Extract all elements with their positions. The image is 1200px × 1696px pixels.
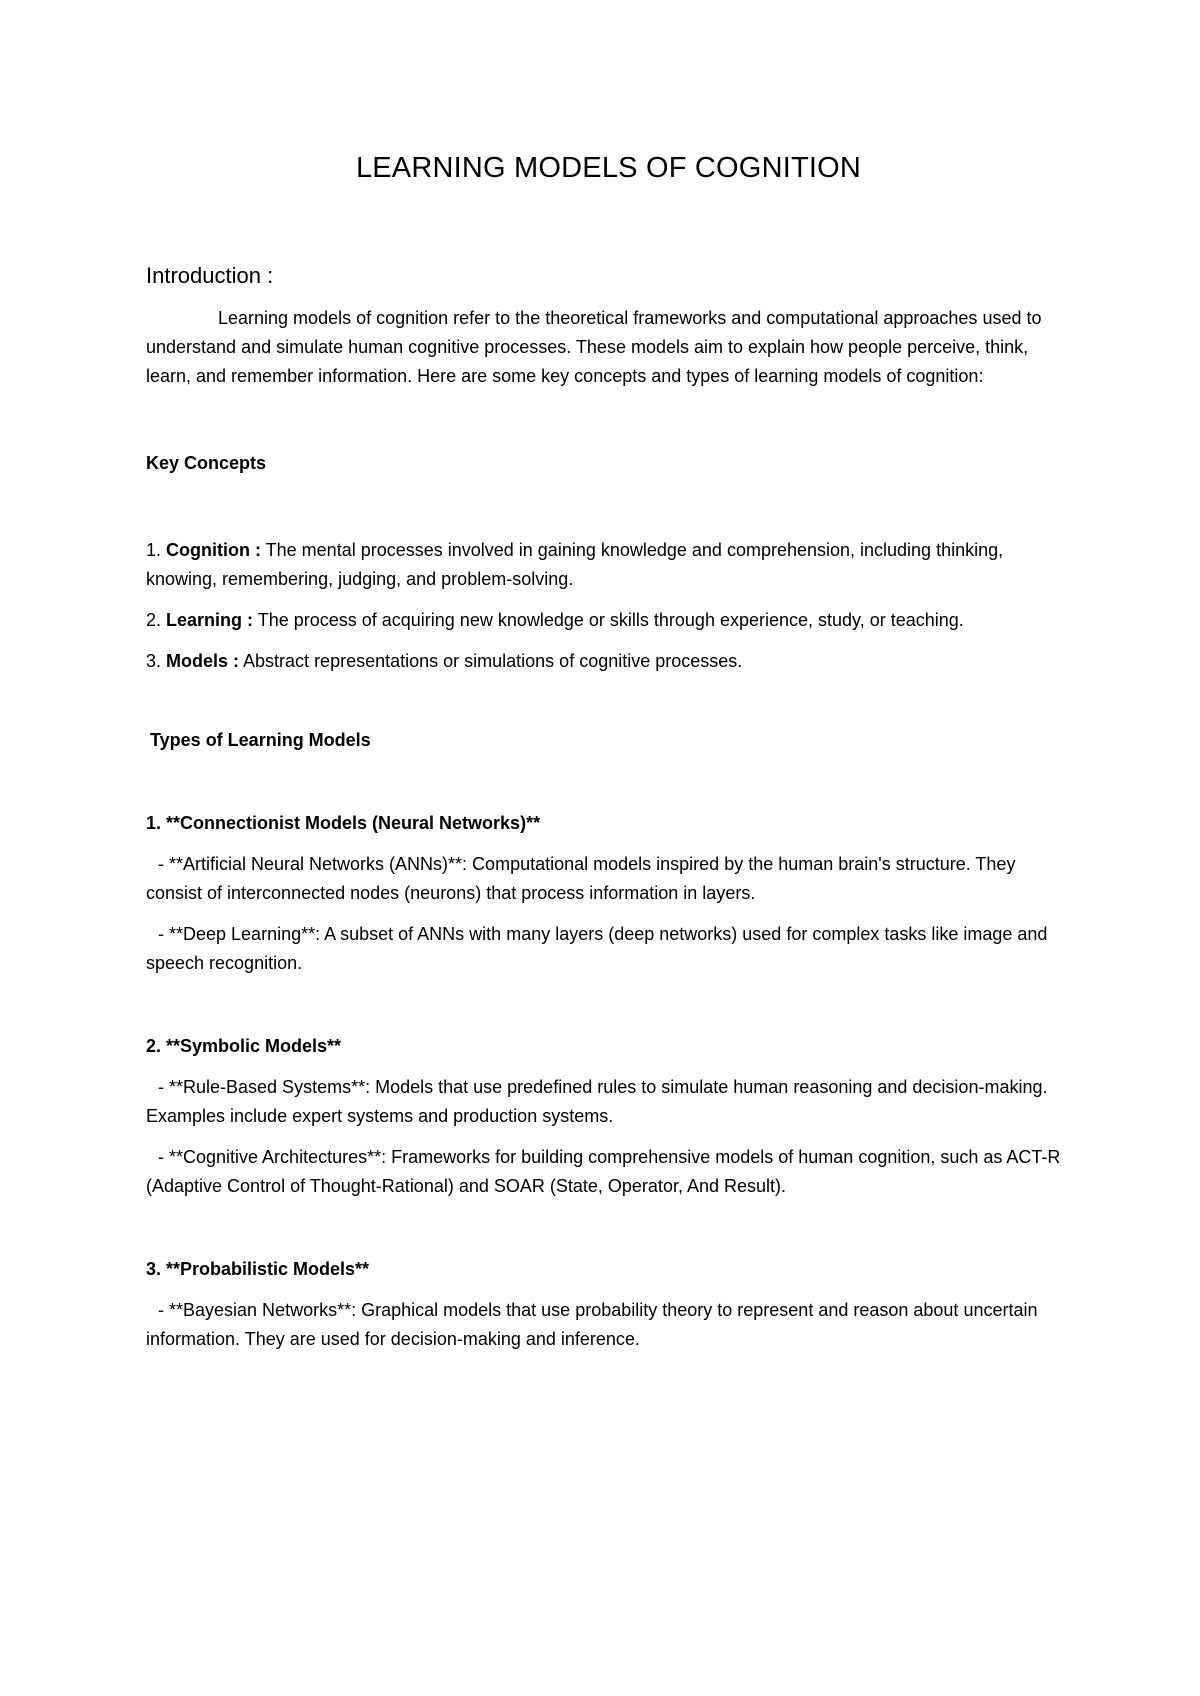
key-concept-text: Abstract representations or simulations of cognitive processes. [239,651,743,671]
key-concept-text: The process of acquiring new knowledge or skills through experience, study, or teaching. [253,610,964,630]
types-heading: Types of Learning Models [150,730,371,750]
introduction-heading: Introduction : [146,263,274,288]
key-concept-item [146,606,1071,635]
section-item: - **Cognitive Architectures**: Frameworks for building comprehensive models of human cognition, such as ACT-R (Adaptive Control of Thought-Rational) and SOAR (State, Operator, And Result). [146,1147,1061,1196]
key-concept-term: Models : [166,651,240,671]
key-concept-text: The mental processes involved in gaining knowledge and comprehension, including thinking, knowing, remembering, judging, and problem-solving. [146,540,1004,589]
key-concept-term: Learning : [166,610,254,630]
section-item: - **Rule-Based Systems**: Models that use predefined rules to simulate human reasoning and decision-making. Examples include expert systems and production systems. [146,1077,1048,1126]
key-concept-prefix: 3. [146,651,167,671]
document-title: LEARNING MODELS OF COGNITION [355,152,862,184]
key-concept-item [146,647,1071,676]
key-concept-term: Cognition : [166,540,261,560]
document-body [146,148,1071,1354]
section-item: - **Deep Learning**: A subset of ANNs with many layers (deep networks) used for complex tasks like image and speech recognition. [146,924,1048,973]
key-concept-prefix: 1. [146,540,167,560]
section-heading-connectionist: 1. **Connectionist Models (Neural Networks)** [146,813,541,833]
section-heading-symbolic: 2. **Symbolic Models** [146,1036,342,1056]
section-item: - **Bayesian Networks**: Graphical models that use probability theory to represent and reason about uncertain information. They are used for decision-making and inference. [146,1300,1038,1349]
section-heading-probabilistic: 3. **Probabilistic Models** [146,1259,370,1279]
key-concepts-heading: Key Concepts [146,453,267,473]
introduction-paragraph: Learning models of cognition refer to the theoretical frameworks and computational approaches used to understand and simulate human cognitive processes. These models aim to explain how people perceive, think, learn, and remember information. Here are some key concepts and types of learning models of cognition: [146,308,1042,386]
key-concepts-list [146,536,1071,676]
section-item: - **Artificial Neural Networks (ANNs)**: Computational models inspired by the human brain's structure. They consist of interconnected nodes (neurons) that process information in layers. [146,854,1016,903]
key-concept-item [146,536,1071,594]
key-concept-prefix: 2. [146,610,167,630]
